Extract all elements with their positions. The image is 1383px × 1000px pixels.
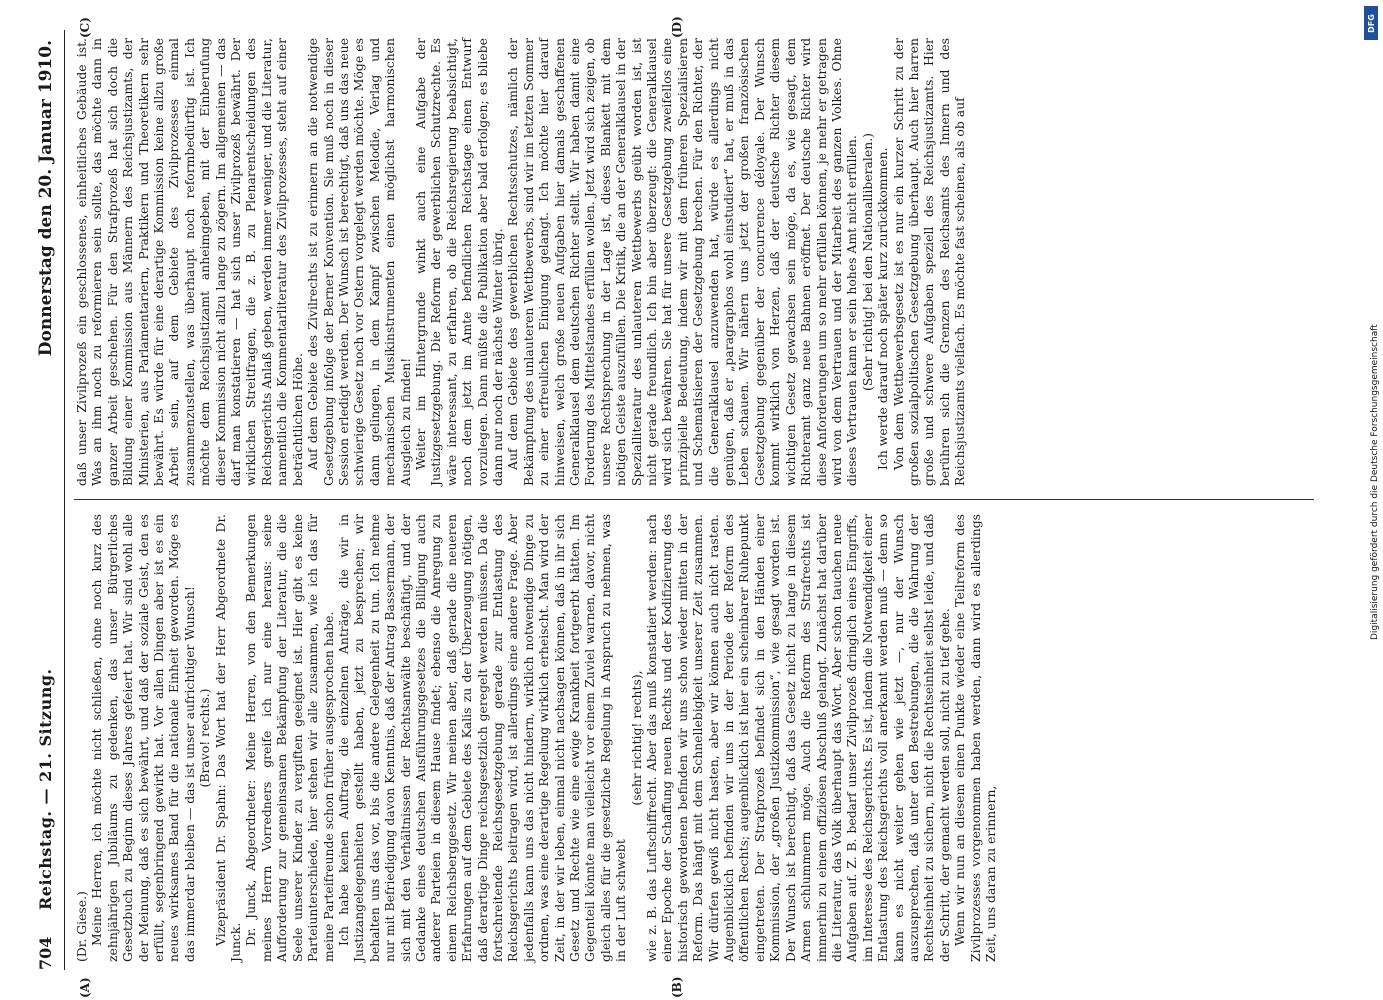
margin-marker-b: (B) xyxy=(670,976,684,998)
speaker-tag: (Dr. Giese.) xyxy=(74,891,89,962)
session-date: Donnerstag den 20. Januar 1910. xyxy=(36,40,56,357)
paragraph: Ich habe keinen Auftrag, die einzelnen Anträge, die wir in Justizangelegenheiten gestellt haben, jetzt zu besprechen; wir behalten uns das vor, bis die andere Gelegenheit zu tun. Ich nehme nur mit Befriedigung davon Kenntnis, daß der Antrag Bassermann, der sich mit den Verhältnissen der Rechtsanwälte beschäftigt, und der Gedanke eines deutschen Ausführungsgesetzes die Billigung auch anderer Parteien in diesem Hause findet; ebenso die Anregung zu einem Reichsberggesetz. Wir meinen aber, daß gerade die neueren Erfahrungen auf dem Gebiete des Kalis zu der Überzeugung nötigen, daß derartige Dinge reichsgesetzlich geregelt werden müssen. Da die fortschreitende Reichsgesetzgebung gerade zur Entlastung des Reichsgerichts beitragen wird, ist allerdings eine andere Frage. Aber jedenfalls kann uns das nicht hindern, wirklich notwendige Dinge zu ordnen, was eine derartige Regelung wirklich erheischt. Man wird der Zeit, in der wir leben, einmal nicht nachsagen können, daß in ihr sich Gesetz und Rechte wie eine ewige Krankheit fortgeerbt hätten. Im Gegenteil könnte man vielleicht vor einem Zuviel warnen, davor, nicht gleich alles für die gesetzliche Regelung in Anspruch zu nehmen, was in der Luft schwebt xyxy=(335,514,629,962)
session-title: Reichstag. — 21. Sitzung. xyxy=(36,668,55,910)
margin-marker-a: (A) xyxy=(78,977,92,998)
interjection: (Bravo! rechts.) xyxy=(197,688,213,788)
newspaper-page xyxy=(30,16,1320,998)
paragraph: Vizepräsident Dr. Spahn: Das Wort hat der Herr Abgeordnete Dr. Junck. xyxy=(212,514,244,962)
column-divider xyxy=(74,499,1314,500)
paragraph: Auf dem Gebiete des gewerblichen Rechtsschutzes, nämlich der Bekämpfung des unlauteren Wettbewerbs, sind wir im letzten Sommer zu einer erfreulichen Einigung gelangt. Ich möchte hier darauf hinweisen, welch große neuen Aufgaben hier damals geschaffenen Generalklausel dem deutschen Richter stellt. Wir haben damit eine Forderung des Mittelstandes erfüllen wollen. Jetzt wird sich zeigen, ob unsere Rechtsprechung in der Lage ist, dieses Blankett mit dem nötigen Geiste auszufüllen. Die Kritik, die an der Generalklausel in der Spezialliteratur des unlauteren Wettbewerbs geübt worden ist, ist nicht gerade freundlich. Ich bin aber überzeugt: die Generalklausel wird sich bewähren. Sie hat für unsere Gesetzgebung zweifellos eine prinzipielle Bedeutung, indem wir mit dem früheren Spezialisieren und Schematisieren der Gesetzgebung brechen. Für den Richter, der die Generalklausel anzuwenden hat, würde es allerdings nicht genügen, daß er „paragraphos wohl einstudiert“ hat, er muß in das Leben schauen. Wir nähern uns jetzt der großen französischen Gesetzgebung gegenüber der concurrence déloyale. Der Wunsch kommt wirklich von Herzen, daß der deutsche Richter diesem wichtigen Gesetz gewachsen sein möge, da es, wie gesagt, dem Richteramt ganz neue Bahnen eröffnet. Der deutsche Richter wird diese Anforderungen um so mehr erfüllen können, je mehr er getragen wird von dem Vertrauen und der Mitarbeit des ganzen Volkes. Ohne dieses Vertrauen kann er sein hohes Amt nicht erfüllen. xyxy=(505,38,860,486)
paragraph: Auf dem Gebiete des Zivilrechts ist zu erinnern an die notwendige Gesetzgebung infolge der Berner Konvention. Sie muß noch in dieser Session erledigt werden. Der Wunsch ist berechtigt, daß uns das neue schwierige Gesetz noch vor Ostern vorgelegt werden möchte. Möge es dann gelingen, in dem Kampf zwischen Melodie, Verlag und mechanischen Musikinstrumenten einen möglichst harmonischen Ausgleich zu finden! xyxy=(305,38,413,486)
paragraph: Meine Herren, ich möchte nicht schließen, ohne noch kurz des zehnjährigen Jubiläums zu gedenken, das unser Bürgerliches Gesetzbuch zu Beginn dieses Jahres gefeiert hat. Wir sind wohl alle der Meinung, daß es sich bewährt, und daß der soziale Geist, den es erfüllt, segenbringend gewirkt hat. Vor allen Dingen aber ist es ein neues wirksames Band für die nationale Einheit geworden. Möge es das immerdar bleiben — das ist unser aufrichtiger Wunsch! xyxy=(89,514,197,962)
page-header xyxy=(30,30,65,970)
interjection: (sehr richtig! rechts), xyxy=(628,670,644,806)
paragraph: Von dem Wettbewerbsgesetz ist es nur ein kurzer Schritt zu der großen sozialpolitischen Gesetzgebung überhaupt. Auch hier harren große und schwere Aufgaben speziell des Reichsjustizamts. Hier berühren sich die Grenzen des Reichsamts des Innern und des Reichsjustizamts vielfach. Es möchte fast scheinen, als ob auf xyxy=(890,38,968,486)
digitization-credit: Digitalisierung gefördert durch die Deutsche Forschungsgemeinschaft xyxy=(1370,324,1380,640)
paragraph: Dr. Junck, Abgeordneter: Meine Herren, von den Bemerkungen meines Herrn Vorredners greife ich nur eine heraus: seine Aufforderung zur gemeinsamen Bekämpfung der Literatur, die die Seele unserer Kinder zu vergiften geeignet ist. Hier gibt es keine Parteiunterschiede, hier stehen wir alle zusammen, wie ich das für meine Parteifreunde schon früher ausgesprochen habe. xyxy=(243,514,336,962)
paragraph: Weiter im Hintergrunde winkt auch eine Aufgabe der Justizgesetzgebung. Die Reform der gewerblichen Schutzrechte. Es wäre interessant, zu erfahren, ob die Reichsregierung beabsichtigt, noch dem jetzt im Amte befindlichen Reichstage einen Entwurf vorzulegen. Dann müßte die Publikation aber bald erfolgen; es bliebe dann nur noch der nächste Winter übrig. xyxy=(412,38,505,486)
paragraph: daß unser Zivilprozeß ein geschlossenes, einheitliches Gebäude ist. Was an ihm noch zu reformieren sein sollte, das möchte dann in ganzer Arbeit geschehen. Für den Strafprozeß hat sich doch die Bildung einer Kommission aus Männern des Reichsjustizamts, der Ministerien, aus Parlamentariern, Praktikern und Theoretikern sehr bewährt. Es würde für eine derartige Kommission keine allzu große Arbeit sein, auf dem Gebiete des Zivilprozesses einmal zusammenzustellen, was überhaupt noch reformbedürftig ist. Ich möchte dem Reichsjustizamt anheimgeben, mit der Einberufung dieser Kommission nicht allzu lange zu zögern. Im allgemeinen — das darf man konstatieren — hat sich unser Zivilprozeß bewährt. Der wirklichen Streitfragen, die z. B. zu Plenarentscheidungen des Reichsgerichts Anlaß geben, werden immer weniger, und die Literatur, namentlich die Kommentarliteratur des Zivilprozesses, steht auf einer beträchtlichen Höhe. xyxy=(74,38,305,486)
page-number: 704 xyxy=(36,936,55,970)
interjection: (Sehr richtig! bei den Nationalliberalen.) xyxy=(859,133,875,391)
right-column xyxy=(74,38,968,486)
paragraph: wie z. B. das Luftschiffrecht. Aber das muß konstatiert werden: nach einer Epoche der Schaffung neuen Rechts und der Kodifizierung des historisch gewordenen befinden wir uns schon wieder mitten in der Reform. Das hängt mit dem Schnellebigkeit unserer Zeit zusammen. Wir dürfen gewiß nicht hasten, aber wir können auch nicht rasten. Augenblicklich befinden wir uns in der Periode der Reform des öffentlichen Rechts; augenblicklich ist hier ein scheinbarer Ruhepunkt eingetreten. Der Strafprozeß befindet sich in den Händen einer Kommission, der „großen Justizkommission“, wie gesagt worden ist. Der Wunsch ist berechtigt, daß das Gesetz nicht zu lange in diesem Armen schlummern möge. Auch die Reform des Strafrechts ist immerhin zu einem offiziösen Abschluß gelangt. Zunächst hat darüber die Literatur, das Volk überhaupt das Wort. Aber schon tauchen neue Aufgaben auf. Z. B. bedarf unser Zivilprozeß dringlich eines Eingriffs, im Interesse des Reichsgerichts. Es ist, indem die Notwendigkeit einer Entlastung des Reichsgerichts voll anerkannt werden muß — denn so kann es nicht weiter gehen wie jetzt —, nur der Wunsch auszusprechen, daß unter den Bestrebungen, die die Wahrung der Rechtseinheit zu sichern, nicht die Rechtseinheit selbst leide, und daß der Schritt, der gemacht werden soll, nicht zu tief gehe. xyxy=(644,514,952,962)
margin-marker-d: (D) xyxy=(670,16,684,38)
left-column xyxy=(74,514,998,962)
margin-marker-c: (C) xyxy=(78,17,92,38)
paragraph: Wenn wir nun an diesem einen Punkte wieder eine Teilreform des Zivilprozesses vorgenommen haben werden, dann wird es allerdings Zeit, uns daran zu erinnern, xyxy=(952,514,998,962)
dfg-logo: DFG xyxy=(1364,6,1378,40)
paragraph: Ich werde darauf noch später kurz zurückkommen. xyxy=(875,147,891,470)
